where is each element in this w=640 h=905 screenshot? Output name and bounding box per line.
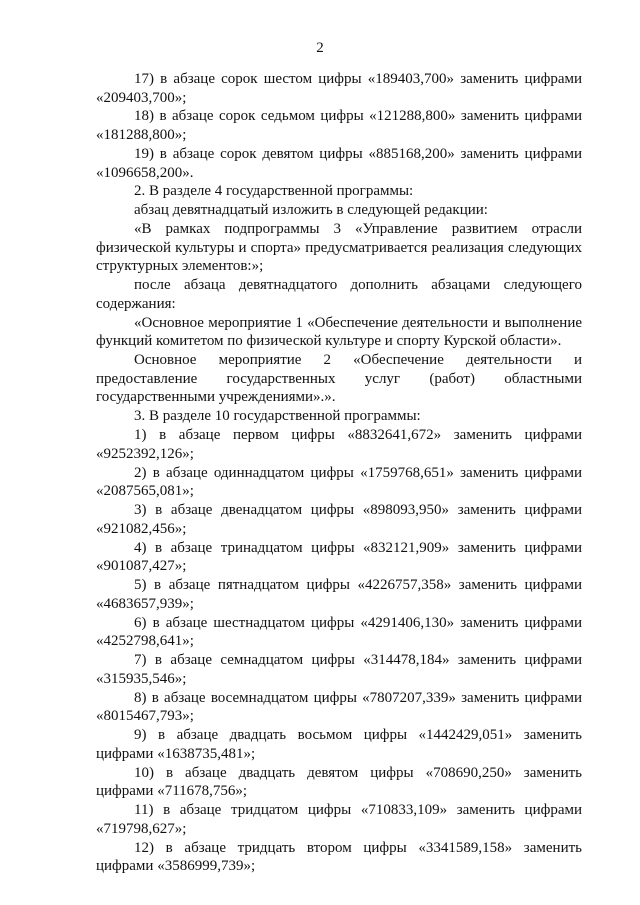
amendment-5: 5) в абзаце пятнадцатом цифры «4226757,358» заменить цифрами «4683657,939»; (96, 577, 582, 612)
amendment-3: 3) в абзаце двенадцатом цифры «898093,950» заменить цифрами «921082,456»; (96, 502, 582, 537)
amendment-7: 7) в абзаце семнадцатом цифры «314478,184» заменить цифрами «315935,546»; (96, 652, 582, 687)
page-number: 2 (316, 40, 324, 56)
paragraph-18: 18) в абзаце сорок седьмом цифры «121288,800» заменить цифрами «181288,800»; (96, 108, 582, 144)
amendment-8: 8) в абзаце восемнадцатом цифры «7807207,339» заменить цифрами «8015467,793»; (96, 689, 582, 725)
amendment-2: 2) в абзаце одиннадцатом цифры «1759768,651» заменить цифрами «2087565,081»; (96, 464, 582, 500)
paragraph-17: 17) в абзаце сорок шестом цифры «189403,700» заменить цифрами «209403,700»; (96, 71, 582, 106)
amendment-6: 6) в абзаце шестнадцатом цифры «4291406,130» заменить цифрами «4252798,641»; (96, 614, 582, 650)
subprogram-3-quote: «В рамках подпрограммы 3 «Управление развитием отрасли физической культуры и спорта» предусматривается реализация следующих структурных элементов:»; (96, 221, 582, 275)
section-10-heading: 3. В разделе 10 государственной программы: (134, 408, 421, 425)
amendment-9: 9) в абзаце двадцать восьмом цифры «1442429,051» заменить цифрами «1638735,481»; (96, 727, 582, 762)
amendment-1: 1) в абзаце первом цифры «8832641,672» заменить цифрами «9252392,126»; (96, 427, 582, 462)
main-measure-2: Основное мероприятие 2 «Обеспечение деятельности и предоставление государственных услуг (работ) областными государственными учреждениями».». (96, 352, 582, 406)
main-measure-1: «Основное мероприятие 1 «Обеспечение деятельности и выполнение функций комитетом по физической культуре и спорту Курской области». (96, 314, 582, 350)
amendment-11: 11) в абзаце тридцатом цифры «710833,109» заменить цифрами «719798,627»; (96, 802, 582, 837)
document-body (96, 70, 582, 876)
paragraph-19th-intro: абзац девятнадцатый изложить в следующей редакции: (134, 202, 488, 219)
section-4-heading: 2. В разделе 4 государственной программы: (134, 183, 414, 200)
amendment-12: 12) в абзаце тридцать втором цифры «3341589,158» заменить цифрами «3586999,739»; (96, 839, 582, 875)
amendment-4: 4) в абзаце тринадцатом цифры «832121,909» заменить цифрами «901087,427»; (96, 539, 582, 575)
after-paragraph-note: после абзаца девятнадцатого дополнить абзацами следующего содержания: (96, 277, 582, 312)
paragraph-19: 19) в абзаце сорок девятом цифры «885168,200» заменить цифрами «1096658,200». (96, 145, 582, 181)
amendment-10: 10) в абзаце двадцать девятом цифры «708690,250» заменить цифрами «711678,756»; (96, 764, 582, 800)
